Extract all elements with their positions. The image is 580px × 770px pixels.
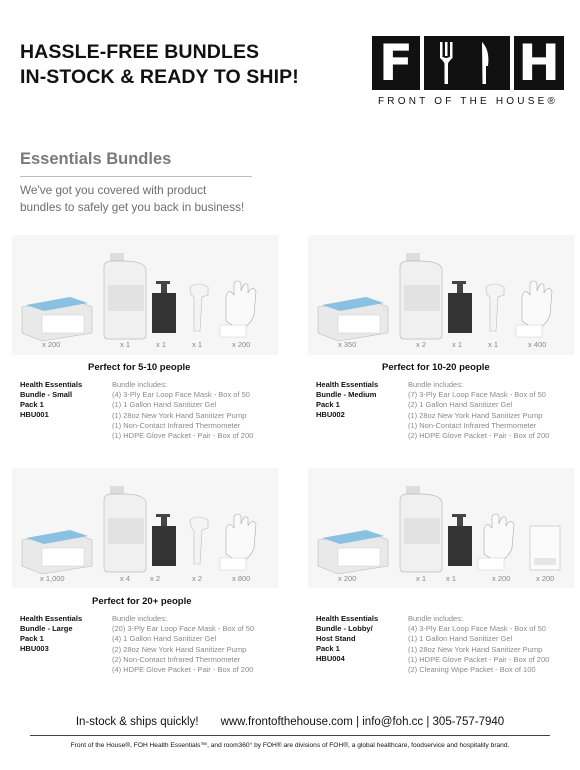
qty-pump: x 1 [156, 340, 167, 349]
footer-contact[interactable]: www.frontofthehouse.com | info@foh.cc | 305-757-7940 [220, 716, 505, 728]
foh-logo [372, 36, 564, 107]
bundle-large-image [12, 468, 278, 588]
qty-gloves: x 200 [492, 574, 511, 583]
qty-gloves: x 800 [232, 574, 251, 583]
section-description [20, 182, 280, 216]
footer-fine-print: Front of the House®, FOH Health Essentials™, and room360° by FOH® are divisions of FOH®, a global healthcare, foodservice and hospitality brand. [70, 742, 510, 749]
include-item: (4) 1 Gallon Hand Sanitizer Gel [112, 634, 217, 644]
glove-packet-icon [220, 514, 256, 570]
bundle-medium-includes [408, 380, 578, 441]
face-mask-box-icon [22, 297, 92, 341]
bundle-medium-capacity: Perfect for 10-20 people [382, 362, 490, 373]
include-item: (1) Non-Contact Infrared Thermometer [408, 420, 537, 430]
bundle-small-capacity: Perfect for 5-10 people [88, 362, 191, 373]
include-item: (7) 3-Ply Ear Loop Face Mask - Box of 50 [408, 390, 546, 400]
headline-line-2: IN-STOCK & READY TO SHIP! [20, 66, 299, 88]
qty-face-mask: x 1,000 [40, 574, 65, 583]
bundle-lobby-name: Health Essentials Bundle - Lobby/ Host Stand Pack 1 HBU004 [316, 614, 379, 663]
face-mask-box-icon [318, 530, 388, 574]
glove-packet-icon [516, 281, 552, 337]
bundle-small-includes [112, 380, 282, 441]
include-item: (2) HDPE Glove Packet - Pair - Box of 200 [408, 431, 550, 441]
bundle-lobby-quantities [308, 574, 574, 586]
bundle-lobby-image [308, 468, 574, 588]
qty-gallon: x 2 [416, 340, 427, 349]
bundle-small-image [12, 235, 278, 355]
bundle-large-includes [112, 614, 282, 675]
sanitizer-gallon-icon [104, 253, 146, 339]
thermometer-icon [190, 517, 208, 564]
bundle-medium-name: Health Essentials Bundle - Medium Pack 1 HBU002 [316, 380, 379, 419]
sanitizer-gallon-icon [400, 253, 442, 339]
face-mask-box-icon [318, 297, 388, 341]
sanitizer-gallon-icon [104, 486, 146, 572]
include-item: (4) 3-Ply Ear Loop Face Mask - Box of 50 [112, 390, 250, 400]
logo-letter-h: H [518, 34, 560, 92]
include-item: (1) 28oz New York Hand Sanitizer Pump [408, 644, 543, 654]
includes-label: Bundle includes: [112, 380, 168, 389]
cleaning-wipe-packet-icon [530, 526, 560, 570]
include-item: (1) Non-Contact Infrared Thermometer [112, 420, 241, 430]
products-illustration [12, 235, 278, 355]
products-illustration [12, 468, 278, 588]
qty-gloves: x 400 [528, 340, 547, 349]
includes-label: Bundle includes: [408, 614, 464, 623]
qty-gallon: x 1 [120, 340, 131, 349]
thermometer-icon [190, 284, 208, 331]
logo-letter-f: F [378, 34, 414, 92]
bundle-small-name: Health Essentials Bundle - Small Pack 1 HBU001 [20, 380, 83, 419]
sanitizer-pump-icon [448, 514, 472, 566]
include-item: (1) 28oz New York Hand Sanitizer Pump [112, 410, 247, 420]
qty-thermometer: x 1 [192, 340, 203, 349]
headline [20, 40, 299, 90]
fork-knife-icon [432, 40, 502, 86]
include-item: (2) 1 Gallon Hand Sanitizer Gel [408, 400, 513, 410]
face-mask-box-icon [22, 530, 92, 574]
bundle-medium-quantities [308, 340, 574, 352]
include-item: (2) Non-Contact Infrared Thermometer [112, 654, 241, 664]
footer-divider [30, 735, 550, 736]
footer-tagline: In-stock & ships quickly! [75, 716, 199, 728]
include-item: (1) HDPE Glove Packet - Pair - Box of 200 [112, 431, 254, 441]
qty-gallon: x 1 [416, 574, 427, 583]
include-item: (1) 1 Gallon Hand Sanitizer Gel [112, 400, 217, 410]
qty-face-mask: x 200 [338, 574, 357, 583]
headline-line-1: HASSLE-FREE BUNDLES [20, 41, 260, 63]
qty-face-mask: x 200 [42, 340, 61, 349]
include-item: (2) 28oz New York Hand Sanitizer Pump [112, 644, 247, 654]
footer-contact-line [0, 716, 580, 728]
sanitizer-pump-icon [448, 281, 472, 333]
glove-packet-icon [220, 281, 256, 337]
include-item: (1) HDPE Glove Packet - Pair - Box of 200 [408, 654, 550, 664]
sanitizer-pump-icon [152, 281, 176, 333]
qty-pump: x 2 [150, 574, 161, 583]
qty-gloves: x 200 [232, 340, 251, 349]
glove-packet-icon [478, 514, 514, 570]
bundle-small-quantities [12, 340, 278, 352]
thermometer-icon [486, 284, 504, 331]
qty-thermometer: x 1 [488, 340, 499, 349]
products-illustration [308, 468, 574, 588]
bundle-large-quantities [12, 574, 278, 586]
include-item: (2) Cleaning Wipe Packet - Box of 100 [408, 665, 536, 675]
bundle-large-capacity: Perfect for 20+ people [92, 596, 192, 607]
includes-label: Bundle includes: [112, 614, 168, 623]
section-title: Essentials Bundles [20, 150, 172, 168]
section-desc-line-1: We've got you covered with product [20, 183, 207, 197]
includes-label: Bundle includes: [408, 380, 464, 389]
include-item: (1) 1 Gallon Hand Sanitizer Gel [408, 634, 513, 644]
qty-pump: x 1 [446, 574, 457, 583]
qty-thermometer: x 2 [192, 574, 203, 583]
qty-gallon: x 4 [120, 574, 131, 583]
bundle-lobby-includes [408, 614, 578, 675]
qty-pump: x 1 [452, 340, 463, 349]
logo-tagline: FRONT OF THE HOUSE® [377, 96, 559, 107]
bundle-medium-image [308, 235, 574, 355]
sanitizer-gallon-icon [400, 486, 442, 572]
include-item: (4) HDPE Glove Packet - Pair - Box of 200 [112, 665, 254, 675]
include-item: (20) 3-Ply Ear Loop Face Mask - Box of 50 [112, 624, 255, 634]
include-item: (4) 3-Ply Ear Loop Face Mask - Box of 50 [408, 624, 546, 634]
include-item: (1) 28oz New York Hand Sanitizer Pump [408, 410, 543, 420]
section-desc-line-2: bundles to safely get you back in business! [20, 200, 245, 214]
sanitizer-pump-icon [152, 514, 176, 566]
bundle-large-name: Health Essentials Bundle - Large Pack 1 HBU003 [20, 614, 83, 653]
section-divider [20, 176, 252, 177]
products-illustration [308, 235, 574, 355]
qty-face-mask: x 350 [338, 340, 357, 349]
qty-wipes: x 200 [536, 574, 555, 583]
